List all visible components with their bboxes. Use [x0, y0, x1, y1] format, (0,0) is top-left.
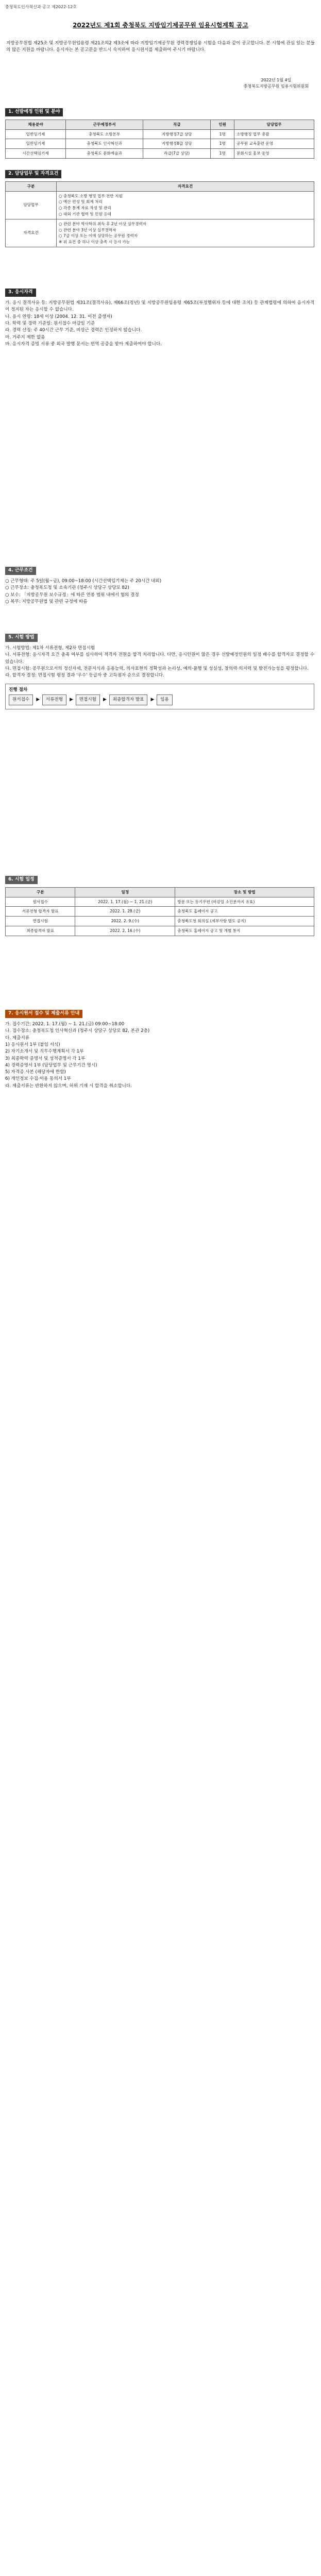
table-header: 인원: [211, 120, 234, 129]
process-step: 임용: [157, 694, 173, 705]
table-cell: 충청북도청 회의실 (세부사항 별도 공지): [175, 917, 314, 926]
page-title: 2022년도 제1회 충청북도 지방임기제공무원 임용시험계획 공고: [73, 22, 248, 29]
table-cell: 충청북도 홈페이지 공고: [175, 907, 314, 917]
issue-date-block: [244, 77, 309, 90]
table-cell: 2022. 1. 28.(금): [75, 907, 175, 917]
section-3-title: 3. 응시자격: [5, 289, 36, 297]
table-header: 구분: [6, 887, 75, 897]
paragraph: 바. 응시자격 증빙 서류 중 외국 발행 문서는 번역 공증을 받아 제출하여야 합니다.: [5, 341, 162, 347]
table-cell: 면접시험: [6, 917, 75, 926]
paragraph: 6) 개인정보 수집·이용 동의서 1부: [5, 1076, 71, 1082]
process-step: 서류전형: [42, 694, 66, 705]
table-cell: 2022. 2. 9.(수): [75, 917, 175, 926]
table-cell: 충청북도 홈페이지 공고 및 개별 통지: [175, 926, 314, 936]
process-step: 면접시험: [76, 694, 100, 705]
table-row: [6, 907, 314, 917]
paragraph: 4) 경력증명서 1부 (담당업무 및 근무기간 명시): [5, 1062, 97, 1068]
paragraph: 라. 제출서류는 반환하지 않으며, 허위 기재 시 합격을 취소합니다.: [5, 1083, 132, 1089]
process-label: 진행 절차: [9, 687, 28, 692]
section-5-title: 5. 시험 방법: [5, 634, 38, 642]
table-row: [6, 897, 314, 907]
table-cell: 라급(7급 상당): [143, 149, 211, 159]
section-7: [5, 1010, 314, 1090]
paragraph: 5) 자격증 사본 (해당자에 한함): [5, 1070, 66, 1075]
table-cell: 서류전형 합격자 발표: [6, 907, 75, 917]
table-row: [6, 139, 314, 149]
table-cell: 2022. 1. 17.(월) ~ 1. 21.(금): [75, 897, 175, 907]
paragraph: 나. 응시 연령: 18세 이상 (2004. 12. 31. 이전 출생자): [5, 314, 112, 319]
table-cell: 충청북도 문화예술과: [66, 149, 143, 159]
table-header: 장소 및 방법: [175, 887, 314, 897]
arrow-right-icon: ▶: [70, 697, 74, 702]
paragraph: ○ 근무형태: 주 5일(월~금), 09:00~18:00 (시간선택임기제는 주 20시간 내외): [5, 578, 162, 584]
table-header: 채용분야: [6, 120, 66, 129]
table-header: 직급: [143, 120, 211, 129]
table-cell: ○ 관련 분야 학사학위 취득 후 2년 이상 실무경력자 ○ 관련 분야 3년 이상 실무경력자 ○ 7급 이상 또는 이에 상당하는 공무원 경력자 ※ 위 요건 중 하나 이상 충족 시 응시 가능: [57, 219, 314, 247]
paragraph: 가. 응시 결격사유 등: 지방공무원법 제31조(결격사유), 제66조(정년) 및 지방공무원임용령 제65조(부정행위자 등에 대한 조치) 등 관계법령에 의하여 응시자격이 정지된 자는 응시할 수 없습니다.: [5, 300, 314, 313]
lead-paragraph: 지방공무원법 제25조 및 지방공무원임용령 제21조의2 제3조에 따라 지방임기제공무원 경력경쟁임용 시험을 다음과 같이 공고합니다. 본 시험에 관심 있는 분들의 많은 지원을 바랍니다. 응시자는 본 공고문을 반드시 숙지하여 응시원서를 제출하여 주시기 바랍니다.: [6, 41, 315, 53]
table-cell: 1명: [211, 139, 234, 149]
announcement-number: 충청북도인사혁신과 공고 제2022-12호: [5, 5, 77, 9]
paragraph: 라. 경력 산정: 주 40시간 근무 기준, 비상근 경력은 인정하지 않습니다.: [5, 328, 142, 333]
table-cell: ○ 충청북도 소방 행정 업무 전반 지원 ○ 예산 편성 및 회계 처리 ○ 각종 통계 자료 작성 및 관리 ○ 대외 기관 협력 및 민원 응대: [57, 191, 314, 219]
section-2-title: 2. 담당업무 및 자격요건: [5, 170, 61, 178]
process-step: 최종합격자 발표: [109, 694, 148, 705]
table-row: [6, 129, 314, 139]
paragraph: 2) 자기소개서 및 직무수행계획서 각 1부: [5, 1049, 84, 1055]
paragraph: 라. 합격자 결정: 면접시험 평정 결과 '우수' 등급자 중 고득점자 순으로 결정합니다.: [5, 673, 164, 679]
table-cell: 문화시설 홍보·운영: [234, 149, 314, 159]
issuer: 충청북도지방공무원 임용시험위원회: [243, 84, 309, 89]
table-cell: 공무원 교육훈련 운영: [234, 139, 314, 149]
issue-date: 2022년 1월 4일: [261, 78, 292, 82]
paragraph: 다. 학력 및 경력 기준일: 원서접수 마감일 기준: [5, 320, 95, 326]
paragraph: 마. 거주지 제한 없음: [5, 334, 45, 340]
table-row: [6, 191, 314, 219]
table-schedule: [5, 887, 314, 936]
table-cell: 자격요건: [6, 219, 57, 247]
paragraph: ○ 복무: 지방공무원법 및 관련 규정에 따름: [5, 599, 88, 604]
table-recruitment: [5, 120, 314, 159]
table-cell: 1명: [211, 149, 234, 159]
table-cell: 지방행정7급 상당: [143, 129, 211, 139]
table-row: [6, 926, 314, 936]
table-header: 담당업무: [234, 120, 314, 129]
section-7-body: [5, 1021, 314, 1090]
process-step: 원서접수: [9, 694, 33, 705]
table-row: [6, 917, 314, 926]
section-4-body: [5, 578, 314, 605]
section-2: [5, 170, 314, 247]
table-header: 근무예정부서: [66, 120, 143, 129]
paragraph: 3) 최종학력 증명서 및 성적증명서 각 1부: [5, 1056, 86, 1061]
arrow-right-icon: ▶: [150, 697, 155, 702]
paragraph: 다. 면접시험: 공무원으로서의 정신자세, 전문지식과 응용능력, 의사표현의 정확성과 논리성, 예의·품행 및 성실성, 창의력·의지력 및 발전가능성을 평정합니다.: [5, 666, 309, 671]
table-cell: 충청북도 인사혁신과: [66, 139, 143, 149]
paragraph: ○ 보수: 「지방공무원 보수규정」에 따른 연봉 범위 내에서 협의 결정: [5, 592, 139, 598]
paragraph: 1) 응시원서 1부 (붙임 서식): [5, 1042, 60, 1047]
table-row: [6, 219, 314, 247]
arrow-right-icon: ▶: [103, 697, 107, 702]
paragraph: 다. 제출서류: [5, 1035, 29, 1041]
section-4-title: 4. 근무조건: [5, 567, 36, 575]
paragraph: 나. 접수장소: 충청북도청 인사혁신과 (청주시 상당구 상당로 82, 본관 2층): [5, 1028, 150, 1034]
table-cell: 방문 또는 등기우편 (마감일 소인분까지 유효): [175, 897, 314, 907]
table-cell: 최종합격자 발표: [6, 926, 75, 936]
section-3-body: [5, 300, 314, 348]
table-cell: 충청북도 소방본부: [66, 129, 143, 139]
paragraph: 가. 시험방법: 제1차 서류전형, 제2차 면접시험: [5, 645, 95, 651]
section-1: [5, 108, 314, 159]
paragraph: 나. 서류전형: 응시자격 요건 충족 여부를 심사하여 적격자 전원을 합격 처리합니다. 다만, 응시인원이 많은 경우 선발예정인원의 일정 배수를 합격자로 결정할 수 있습니다.: [5, 652, 314, 665]
process-box: [5, 684, 314, 710]
section-4: [5, 567, 314, 605]
table-cell: 2022. 2. 16.(수): [75, 926, 175, 936]
table-qualifications: [5, 181, 314, 247]
table-cell: 지방행정8급 상당: [143, 139, 211, 149]
section-6-title: 6. 시험 일정: [5, 876, 38, 884]
section-3: [5, 289, 314, 348]
section-5: [5, 634, 314, 709]
table-cell: 일반임기제: [6, 129, 66, 139]
table-header: 자격요건: [57, 181, 314, 191]
table-header: 일정: [75, 887, 175, 897]
section-1-title: 1. 선발예정 인원 및 분야: [5, 108, 63, 116]
section-7-title: 7. 응시원서 접수 및 제출서류 안내: [5, 1010, 82, 1018]
paragraph: ○ 근무장소: 충청북도청 및 소속기관 (청주시 상당구 상당로 82): [5, 585, 129, 591]
table-header: 구분: [6, 181, 57, 191]
table-cell: 시간선택임기제: [6, 149, 66, 159]
arrow-right-icon: ▶: [36, 697, 40, 702]
table-cell: 일반임기제: [6, 139, 66, 149]
table-cell: 소방행정 업무 총괄: [234, 129, 314, 139]
section-6: [5, 876, 314, 936]
section-5-body: [5, 645, 314, 680]
paragraph: 가. 접수기간: 2022. 1. 17.(월) ~ 1. 21.(금) 09:00~18:00: [5, 1021, 125, 1027]
table-row: [6, 149, 314, 159]
table-cell: 원서접수: [6, 897, 75, 907]
table-cell: 담당업무: [6, 191, 57, 219]
table-cell: 1명: [211, 129, 234, 139]
